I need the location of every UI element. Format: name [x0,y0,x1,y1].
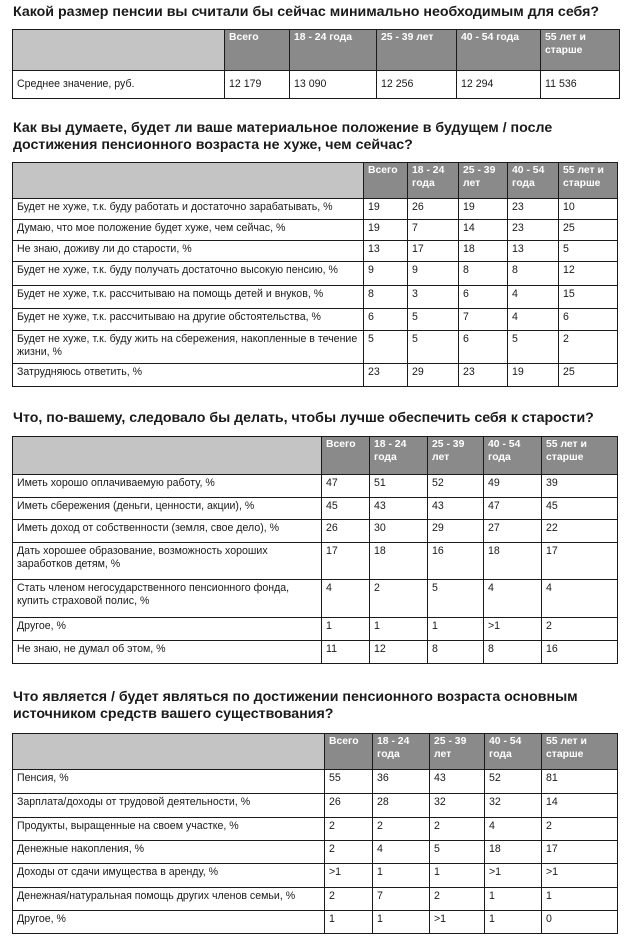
row-label: Пенсия, % [13,770,325,794]
row-label: Будет не хуже, т.к. буду получать достаточно высокую пенсию, % [13,262,364,286]
cell-40-54: >1 [484,618,542,641]
section-4-question: Что является / будет являться по достижении пенсионного возраста основным источником средств вашего существования? [13,689,578,722]
header-label-cell [13,734,325,770]
cell-18-24: 43 [370,498,428,520]
table-row [13,220,618,241]
cell-total: 9 [364,262,408,286]
cell-40-54: >1 [485,864,542,888]
table-row [13,309,618,331]
cell-40-54: 47 [484,498,542,520]
header-total: Всего [325,734,373,770]
cell-25-39: 1 [430,864,485,888]
cell-40-54: 4 [508,286,559,309]
table-row [13,580,618,618]
cell-40-54: 32 [485,794,542,818]
cell-55-plus: 22 [542,520,618,543]
header-40-54: 40 - 54 года [484,437,542,475]
cell-40-54: 23 [508,220,559,241]
cell-18-24: 30 [370,520,428,543]
cell-55-plus: 2 [542,618,618,641]
header-total: Всего [364,163,408,199]
row-label: Денежные накопления, % [13,841,325,864]
header-25-39: 25 - 39 лет [377,30,457,71]
row-label: Не знаю, не думал об этом, % [13,641,322,664]
table-header-row [13,734,618,770]
row-label: Среднее значение, руб. [13,71,225,99]
cell-55-plus: 81 [542,770,618,794]
table-row [13,199,618,220]
cell-55-plus: 12 [559,262,618,286]
cell-25-39: 43 [428,498,484,520]
table-row [13,262,618,286]
cell-55-plus: 16 [542,641,618,664]
cell-total: 1 [322,618,370,641]
cell-55-plus: 5 [559,241,618,262]
header-label-cell [13,437,322,475]
table-row [13,888,618,911]
table-row [13,641,618,664]
cell-18-24: 36 [373,770,430,794]
cell-55-plus: 2 [542,818,618,841]
cell-18-24: 9 [408,262,459,286]
cell-55-plus: 17 [542,841,618,864]
row-label: Зарплата/доходы от трудовой деятельности, % [13,794,325,818]
row-label: Стать членом негосударственного пенсионного фонда, купить страховой полис, % [13,580,322,618]
header-18-24: 18 - 24 года [290,30,377,71]
cell-18-24: 12 [370,641,428,664]
header-55-plus: 55 лет и старше [541,30,620,71]
table-header-row [13,30,620,71]
cell-25-39: 6 [459,286,508,309]
cell-total: 19 [364,220,408,241]
row-label: Иметь сбережения (деньги, ценности, акции), % [13,498,322,520]
cell-25-39: 23 [459,364,508,387]
table-header-row [13,163,618,199]
cell-18-24: 18 [370,543,428,580]
row-label: Другое, % [13,618,322,641]
section-2-table [12,162,618,387]
cell-40-54: 18 [484,543,542,580]
cell-55-plus: 45 [542,498,618,520]
cell-25-39: 16 [428,543,484,580]
row-label: Думаю, что мое положение будет хуже, чем сейчас, % [13,220,364,241]
cell-25-39: 6 [459,331,508,364]
row-label: Дать хорошее образование, возможность хороших заработков детям, % [13,543,322,580]
cell-25-39: 29 [428,520,484,543]
table-row [13,331,618,364]
cell-18-24: 28 [373,794,430,818]
cell-25-39: >1 [430,911,485,934]
cell-total: 2 [325,841,373,864]
row-label: Затрудняюсь ответить, % [13,364,364,387]
cell-18-24: 1 [373,911,430,934]
cell-25-39: 52 [428,475,484,498]
row-label: Не знаю, доживу ли до старости, % [13,241,364,262]
cell-total: 8 [364,286,408,309]
table-row [13,770,618,794]
cell-total: 2 [325,888,373,911]
section-1-question: Какой размер пенсии вы считали бы сейчас минимально необходимым для себя? [13,4,600,20]
header-25-39: 25 - 39 лет [459,163,508,199]
table-row [13,911,618,934]
cell-40-54: 1 [485,911,542,934]
row-label: Будет не хуже, т.к. буду жить на сбережения, накопленные в течение жизни, % [13,331,364,364]
header-40-54: 40 - 54 года [485,734,542,770]
table-row [13,794,618,818]
table-row [13,364,618,387]
header-40-54: 40 - 54 года [508,163,559,199]
cell-18-24: 1 [373,864,430,888]
cell-18-24: 17 [408,241,459,262]
header-55-plus: 55 лет и старше [559,163,618,199]
cell-18-24: 29 [408,364,459,387]
cell-18-24: 5 [408,309,459,331]
cell-total: 12 179 [225,71,290,99]
header-total: Всего [225,30,290,71]
table-row [13,618,618,641]
cell-total: 23 [364,364,408,387]
table-row [13,475,618,498]
cell-total: 19 [364,199,408,220]
cell-40-54: 19 [508,364,559,387]
cell-total: >1 [325,864,373,888]
section-3-question: Что, по-вашему, следовало бы делать, чтобы лучше обеспечить себя к старости? [13,410,594,426]
section-4-table [12,733,618,934]
row-label: Иметь доход от собственности (земля, свое дело), % [13,520,322,543]
table-row [13,286,618,309]
section-3-table [12,436,618,664]
cell-55-plus: 2 [559,331,618,364]
table-row [13,864,618,888]
cell-total: 13 [364,241,408,262]
row-label: Иметь хорошо оплачиваемую работу, % [13,475,322,498]
cell-55-plus: 14 [542,794,618,818]
cell-40-54: 4 [508,309,559,331]
header-18-24: 18 - 24 года [373,734,430,770]
cell-55-plus: 1 [542,888,618,911]
row-label: Другое, % [13,911,325,934]
header-label-cell [13,30,225,71]
table-row [13,818,618,841]
table-row [13,71,620,99]
header-18-24: 18 - 24 года [408,163,459,199]
section-2-question: Как вы думаете, будет ли ваше материальное положение в будущем / после достижения пенсионного возраста не хуже, чем сейчас? [13,120,553,153]
row-label: Будет не хуже, т.к. рассчитываю на помощь детей и внуков, % [13,286,364,309]
cell-25-39: 2 [430,818,485,841]
header-25-39: 25 - 39 лет [430,734,485,770]
cell-total: 11 [322,641,370,664]
cell-18-24: 2 [370,580,428,618]
header-55-plus: 55 лет и старше [542,734,618,770]
cell-40-54: 8 [508,262,559,286]
cell-25-39: 32 [430,794,485,818]
cell-total: 5 [364,331,408,364]
cell-total: 2 [325,818,373,841]
cell-18-24: 26 [408,199,459,220]
cell-total: 4 [322,580,370,618]
cell-55-plus: 11 536 [541,71,620,99]
cell-40-54: 8 [484,641,542,664]
header-total: Всего [322,437,370,475]
cell-25-39: 43 [430,770,485,794]
cell-25-39: 12 256 [377,71,457,99]
header-40-54: 40 - 54 года [457,30,541,71]
header-18-24: 18 - 24 года [370,437,428,475]
cell-25-39: 7 [459,309,508,331]
cell-25-39: 2 [430,888,485,911]
cell-total: 17 [322,543,370,580]
table-header-row [13,437,618,475]
cell-55-plus: 17 [542,543,618,580]
cell-total: 45 [322,498,370,520]
cell-55-plus: 39 [542,475,618,498]
table-row [13,841,618,864]
header-label-cell [13,163,364,199]
row-label: Доходы от сдачи имущества в аренду, % [13,864,325,888]
cell-55-plus: >1 [542,864,618,888]
cell-18-24: 7 [408,220,459,241]
cell-25-39: 5 [428,580,484,618]
section-1-table [12,29,620,99]
table-row [13,498,618,520]
cell-40-54: 18 [485,841,542,864]
cell-40-54: 12 294 [457,71,541,99]
cell-18-24: 7 [373,888,430,911]
row-label: Продукты, выращенные на своем участке, % [13,818,325,841]
cell-18-24: 51 [370,475,428,498]
cell-55-plus: 4 [542,580,618,618]
cell-25-39: 8 [428,641,484,664]
cell-25-39: 5 [430,841,485,864]
cell-40-54: 5 [508,331,559,364]
table-row [13,241,618,262]
cell-18-24: 3 [408,286,459,309]
cell-total: 6 [364,309,408,331]
cell-total: 26 [325,794,373,818]
cell-18-24: 5 [408,331,459,364]
cell-18-24: 2 [373,818,430,841]
cell-40-54: 23 [508,199,559,220]
cell-55-plus: 25 [559,364,618,387]
cell-40-54: 27 [484,520,542,543]
cell-18-24: 4 [373,841,430,864]
cell-40-54: 4 [484,580,542,618]
cell-55-plus: 10 [559,199,618,220]
table-row [13,520,618,543]
cell-25-39: 18 [459,241,508,262]
header-55-plus: 55 лет и старше [542,437,618,475]
cell-total: 47 [322,475,370,498]
cell-40-54: 52 [485,770,542,794]
cell-40-54: 13 [508,241,559,262]
row-label: Будет не хуже, т.к. рассчитываю на другие обстоятельства, % [13,309,364,331]
cell-25-39: 14 [459,220,508,241]
row-label: Денежная/натуральная помощь других членов семьи, % [13,888,325,911]
cell-55-plus: 15 [559,286,618,309]
row-label: Будет не хуже, т.к. буду работать и достаточно зарабатывать, % [13,199,364,220]
cell-total: 26 [322,520,370,543]
cell-total: 1 [325,911,373,934]
cell-40-54: 49 [484,475,542,498]
table-row [13,543,618,580]
cell-40-54: 4 [485,818,542,841]
cell-18-24: 13 090 [290,71,377,99]
cell-25-39: 8 [459,262,508,286]
cell-55-plus: 25 [559,220,618,241]
cell-40-54: 1 [485,888,542,911]
cell-25-39: 19 [459,199,508,220]
cell-18-24: 1 [370,618,428,641]
cell-55-plus: 0 [542,911,618,934]
cell-55-plus: 6 [559,309,618,331]
cell-total: 55 [325,770,373,794]
header-25-39: 25 - 39 лет [428,437,484,475]
cell-25-39: 1 [428,618,484,641]
